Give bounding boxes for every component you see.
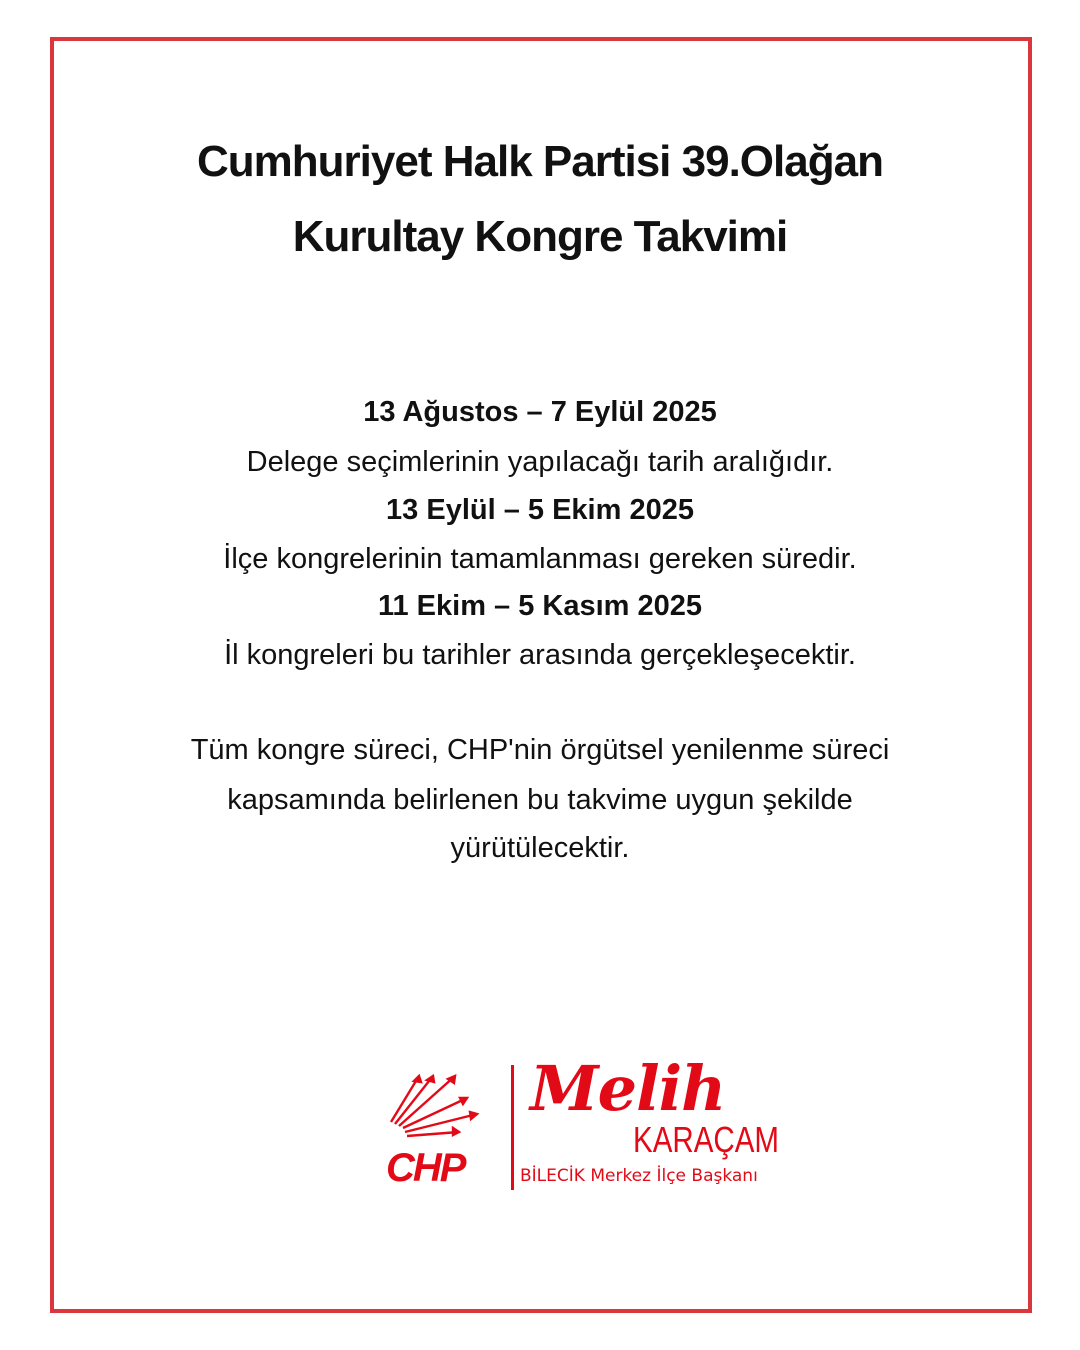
schedule-description-3: İl kongreleri bu tarihler arasında gerçekleşecektir. — [224, 639, 856, 671]
schedule-description-2: İlçe kongrelerinin tamamlanması gereken süredir. — [223, 543, 857, 575]
surname: KARAÇAM — [633, 1119, 779, 1160]
note-line-2: kapsamında belirlenen bu takvime uygun şekilde — [227, 784, 853, 816]
chp-logo-text: CHP — [386, 1146, 465, 1190]
page-title-line-1: Cumhuriyet Halk Partisi 39.Olağan — [197, 137, 883, 186]
signature-name: Melih — [530, 1052, 726, 1125]
schedule-date-3: 11 Ekim – 5 Kasım 2025 — [377, 590, 703, 622]
schedule-description-1: Delege seçimlerinin yapılacağı tarih aralığıdır. — [246, 446, 834, 478]
note-line-1: Tüm kongre süreci, CHP'nin örgütsel yenilenme süreci — [190, 734, 890, 766]
page-title-line-2: Kurultay Kongre Takvimi — [292, 212, 788, 261]
schedule-date-2: 13 Eylül – 5 Ekim 2025 — [386, 494, 694, 526]
footer-divider — [511, 1065, 514, 1190]
schedule-date-1: 13 Ağustos – 7 Eylül 2025 — [363, 396, 717, 428]
role-title: BİLECİK Merkez İlçe Başkanı — [520, 1166, 758, 1186]
note-line-3: yürütülecektir. — [450, 832, 630, 864]
